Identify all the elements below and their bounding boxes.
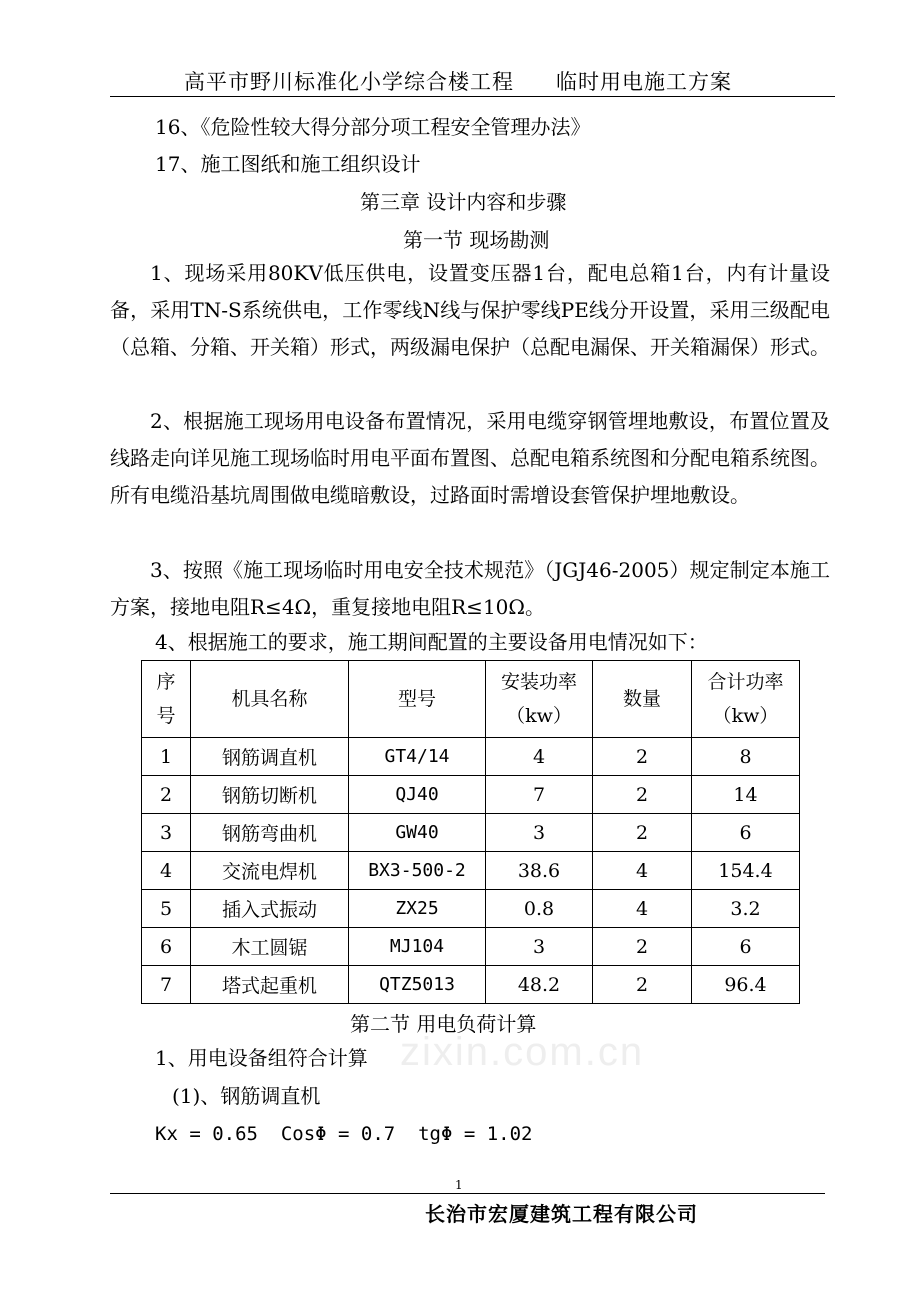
cell-no: 1 (142, 738, 191, 776)
cell-power: 4 (486, 738, 593, 776)
header-no: 序号 (142, 661, 191, 738)
header-power: 安装功率（kw） (486, 661, 593, 738)
cell-total: 3.2 (692, 890, 800, 928)
header-qty: 数量 (593, 661, 692, 738)
cell-no: 4 (142, 852, 191, 890)
equipment-table (141, 660, 800, 1004)
calc-title: 1、用电设备组符合计算 (155, 1046, 368, 1070)
footer-rule (110, 1193, 825, 1194)
cell-total: 6 (692, 814, 800, 852)
cell-model: MJ104 (349, 928, 486, 966)
paragraph-cable-layout: 2、根据施工现场用电设备布置情况，采用电缆穿钢管埋地敷设，布置位置及线路走向详见施工现场临时用电平面布置图、总配电箱系统图和分配电箱系统图。所有电缆沿基坑周围做电缆暗敷设，过路面时需增设套管保护埋地敷设。 (110, 409, 830, 507)
formula-line: Kx = 0.65 CosΦ = 0.7 tgΦ = 1.02 (155, 1123, 533, 1145)
paragraph-power-supply: 1、现场采用80KV低压供电，设置变压器1台，配电总箱1台，内有计量设备，采用TN-S系统供电，工作零线N线与保护零线PE线分开设置，采用三级配电（总箱、分箱、开关箱）形式，两级漏电保护（总配电漏保、开关箱漏保）形式。 (110, 261, 830, 359)
table-row (142, 738, 800, 776)
table-row (142, 966, 800, 1004)
cell-no: 3 (142, 814, 191, 852)
cell-model: GT4/14 (349, 738, 486, 776)
table-row (142, 928, 800, 966)
cell-no: 2 (142, 776, 191, 814)
section-title-survey: 第一节 现场勘测 (403, 228, 550, 252)
table-row (142, 890, 800, 928)
footer-company: 长治市宏厦建筑工程有限公司 (425, 1202, 698, 1226)
chapter-title: 第三章 设计内容和步骤 (360, 190, 567, 214)
cell-power: 48.2 (486, 966, 593, 1004)
cell-power: 3 (486, 928, 593, 966)
cell-qty: 2 (593, 928, 692, 966)
cell-qty: 2 (593, 776, 692, 814)
cell-no: 6 (142, 928, 191, 966)
cell-power: 7 (486, 776, 593, 814)
page-number: 1 (455, 1178, 463, 1192)
cell-model: GW40 (349, 814, 486, 852)
cell-total: 8 (692, 738, 800, 776)
cell-name: 钢筋调直机 (191, 738, 349, 776)
table-row (142, 814, 800, 852)
header-name: 机具名称 (191, 661, 349, 738)
cell-qty: 2 (593, 738, 692, 776)
table-intro: 4、根据施工的要求，施工期间配置的主要设备用电情况如下： (155, 630, 708, 654)
cell-name: 钢筋切断机 (191, 776, 349, 814)
reference-17: 17、施工图纸和施工组织设计 (155, 152, 421, 176)
reference-16: 16、《危险性较大得分部分项工程安全管理办法》 (155, 115, 591, 139)
cell-model: QTZ5013 (349, 966, 486, 1004)
header-doc-title: 临时用电施工方案 (556, 70, 732, 94)
cell-power: 0.8 (486, 890, 593, 928)
table-row (142, 776, 800, 814)
table-header-row (142, 661, 800, 738)
cell-qty: 2 (593, 814, 692, 852)
cell-model: BX3-500-2 (349, 852, 486, 890)
cell-name: 插入式振动 (191, 890, 349, 928)
header-model: 型号 (349, 661, 486, 738)
cell-total: 6 (692, 928, 800, 966)
cell-model: QJ40 (349, 776, 486, 814)
page-header (110, 60, 835, 97)
section-title-load: 第二节 用电负荷计算 (350, 1012, 537, 1036)
cell-name: 塔式起重机 (191, 966, 349, 1004)
watermark: zixin.com.cn (400, 1030, 645, 1074)
cell-qty: 4 (593, 852, 692, 890)
header-project-title: 高平市野川标准化小学综合楼工程 (184, 70, 514, 94)
cell-qty: 4 (593, 890, 692, 928)
cell-total: 14 (692, 776, 800, 814)
cell-model: ZX25 (349, 890, 486, 928)
cell-total: 96.4 (692, 966, 800, 1004)
cell-name: 木工圆锯 (191, 928, 349, 966)
cell-power: 38.6 (486, 852, 593, 890)
cell-name: 钢筋弯曲机 (191, 814, 349, 852)
cell-no: 5 (142, 890, 191, 928)
table-row (142, 852, 800, 890)
cell-total: 154.4 (692, 852, 800, 890)
paragraph-standard: 3、按照《施工现场临时用电安全技术规范》（JGJ46-2005）规定制定本施工方案，接地电阻R≤4Ω，重复接地电阻R≤10Ω。 (110, 558, 830, 619)
cell-qty: 2 (593, 966, 692, 1004)
cell-name: 交流电焊机 (191, 852, 349, 890)
cell-power: 3 (486, 814, 593, 852)
calc-item: (1)、钢筋调直机 (172, 1084, 321, 1108)
header-total: 合计功率（kw） (692, 661, 800, 738)
cell-no: 7 (142, 966, 191, 1004)
